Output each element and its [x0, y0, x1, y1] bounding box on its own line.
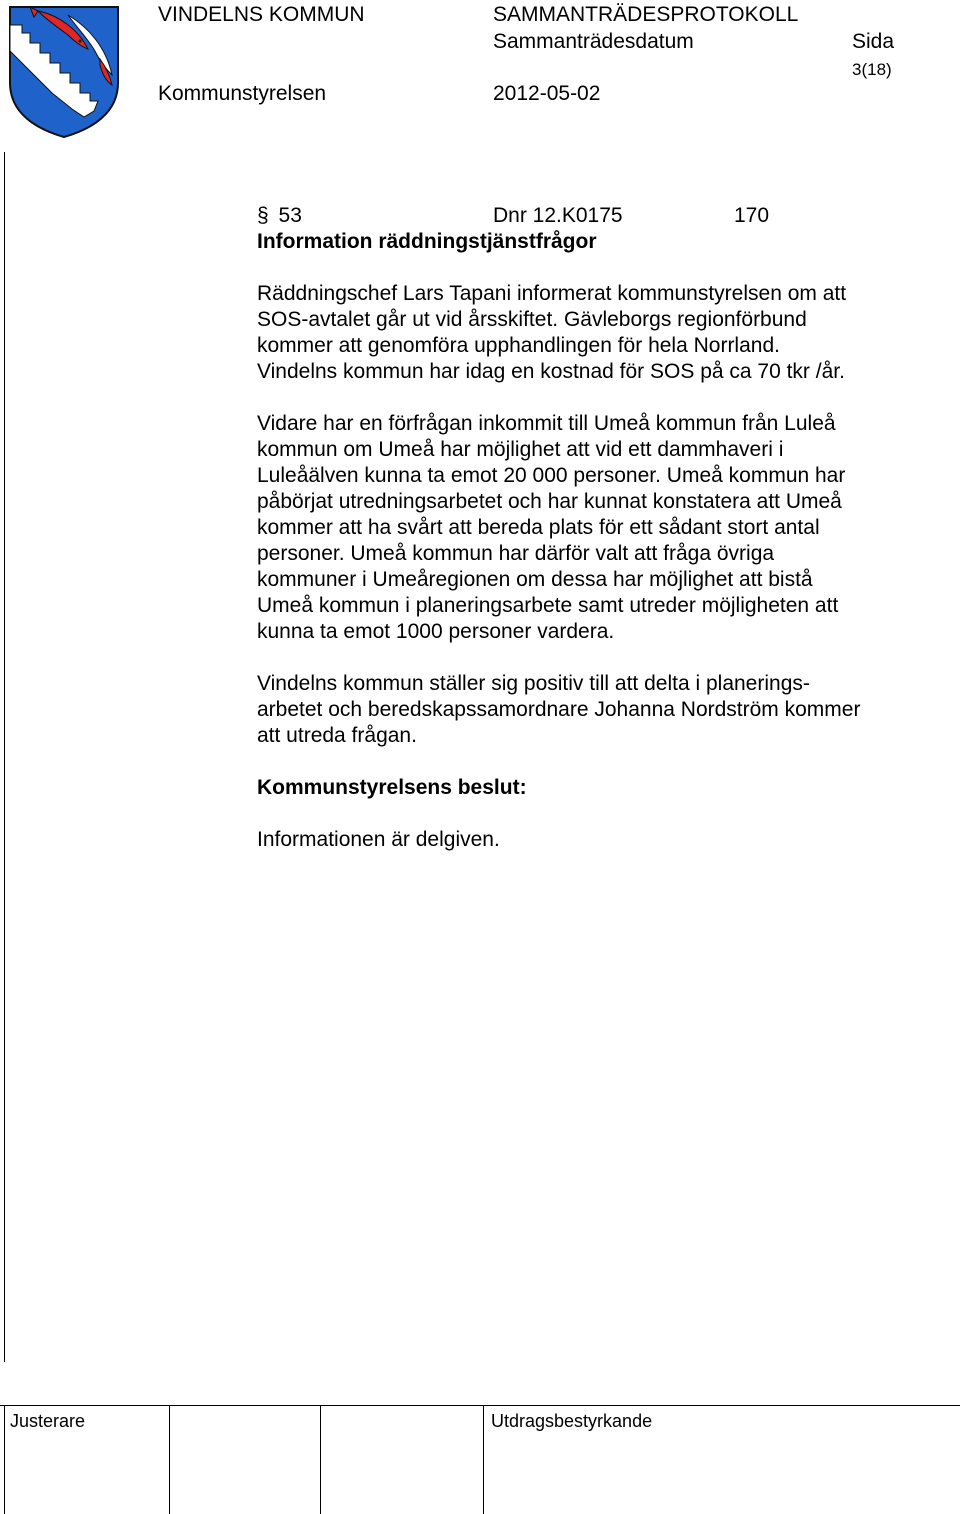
vindeln-coat-of-arms-logo — [8, 5, 120, 139]
paragraph-line: kommer att ha svårt att bereda plats för ett sådant stort antal — [257, 516, 820, 539]
margin-rule — [4, 152, 5, 1362]
paragraph-line: kommer att genomföra upphandlingen för hela Norrland. — [257, 334, 780, 357]
decision-heading: Kommunstyrelsens beslut: — [257, 776, 527, 799]
paragraph-1 — [257, 281, 927, 385]
paragraph-3 — [257, 671, 927, 749]
item-code: 170 — [734, 204, 770, 227]
page-label: Sida — [852, 30, 895, 53]
paragraph-line: Vindelns kommun har idag en kostnad för SOS på ca 70 tkr /år. — [257, 360, 845, 383]
item-title: Information räddningstjänstfrågor — [257, 230, 597, 253]
paragraph-line: personer. Umeå kommun har därför valt att fråga övriga — [257, 542, 775, 565]
document-type: SAMMANTRÄDESPROTOKOLL — [493, 3, 799, 26]
paragraph-line: Umeå kommun i planeringsarbete samt utreder möjligheten att — [257, 594, 839, 617]
item-number: 53 — [278, 204, 302, 227]
footer-cell-divider — [320, 1405, 321, 1514]
meeting-date: 2012-05-02 — [493, 82, 601, 105]
committee-name: Kommunstyrelsen — [158, 82, 327, 105]
footer-cell-divider — [169, 1405, 170, 1514]
footer-divider — [0, 1405, 960, 1406]
paragraph-line: Vindelns kommun ställer sig positiv till att delta i planerings- — [257, 672, 810, 695]
dnr: Dnr 12.K0175 — [493, 204, 623, 227]
municipality-name: VINDELNS KOMMUN — [158, 3, 365, 26]
paragraph-line: arbetet och beredskapssamordnare Johanna Nordström kommer — [257, 698, 861, 721]
paragraph-line: kunna ta emot 1000 personer vardera. — [257, 620, 615, 643]
item-number-line — [257, 203, 302, 229]
date-label: Sammanträdesdatum — [493, 30, 694, 53]
paragraph-line: att utreda frågan. — [257, 724, 417, 747]
footer-utdragsbestyrkande: Utdragsbestyrkande — [491, 1411, 653, 1431]
page-number: 3(18) — [852, 60, 892, 79]
footer-cell-divider — [483, 1405, 484, 1514]
paragraph-line: SOS-avtalet går ut vid årsskiftet. Gävleborgs regionförbund — [257, 308, 807, 331]
paragraph-line: Räddningschef Lars Tapani informerat kommunstyrelsen om att — [257, 282, 847, 305]
paragraph-line: Vidare har en förfrågan inkommit till Umeå kommun från Luleå — [257, 412, 836, 435]
paragraph-line: Luleåälven kunna ta emot 20 000 personer. Umeå kommun har — [257, 464, 846, 487]
paragraph-symbol: § — [257, 204, 269, 227]
paragraph-2 — [257, 411, 927, 645]
footer-justerare: Justerare — [10, 1411, 86, 1431]
paragraph-line: kommun om Umeå har möjlighet att vid ett dammhaveri i — [257, 438, 784, 461]
footer-cell-divider — [4, 1405, 5, 1514]
decision-text: Informationen är delgiven. — [257, 828, 500, 851]
paragraph-line: kommuner i Umeåregionen om dessa har möjlighet att bistå — [257, 568, 813, 591]
paragraph-line: påbörjat utredningsarbetet och har kunnat konstatera att Umeå — [257, 490, 842, 513]
